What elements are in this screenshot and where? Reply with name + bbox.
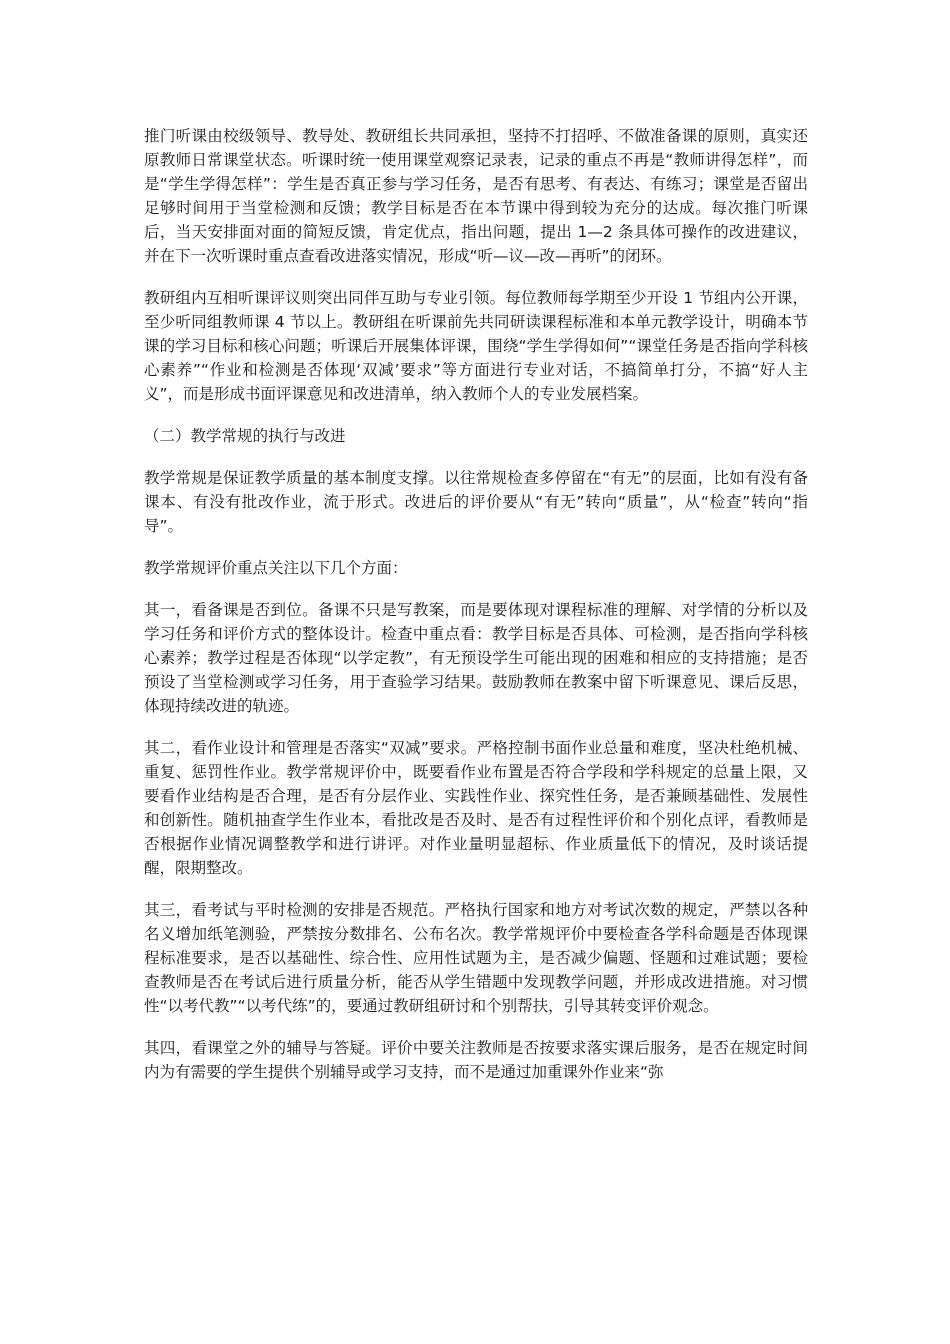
paragraph: 推门听课由校级领导、教导处、教研组长共同承担，坚持不打招呼、不做准备课的原则，真实还原教师日常课堂状态。听课时统一使用课堂观察记录表，记录的重点不再是“教师讲得怎样”，而是“学生学得怎样”：学生是否真正参与学习任务，是否有思考、有表达、有练习；课堂是否留出足够时间用于当堂检测和反馈；教学目标是否在本节课中得到较为充分的达成。每次推门听课后，当天安排面对面的简短反馈，肯定优点，指出问题，提出 1—2 条具体可操作的改进建议，并在下一次听课时重点查看改进落实情况，形成“听—议—改—再听”的闭环。 <box>144 127 808 265</box>
section-heading: （二）教学常规的执行与改进 <box>144 427 346 445</box>
paragraph: 其一，看备课是否到位。备课不只是写教案，而是要体现对课程标准的理解、对学情的分析以及学习任务和评价方式的整体设计。检查中重点看：教学目标是否具体、可检测，是否指向学科核心素养；教学过程是否体现“以学定教”，有无预设学生可能出现的困难和相应的支持措施；是否预设了当堂检测或学习任务，用于查验学习结果。鼓励教师在教案中留下听课意见、课后反思，体现持续改进的轨迹。 <box>144 601 808 715</box>
paragraph: 教研组内互相听课评议则突出同伴互助与专业引领。每位教师每学期至少开设 1 节组内公开课，至少听同组教师课 4 节以上。教研组在听课前先共同研读课程标准和本单元教学设计，明确本节课的学习目标和核心问题；听课后开展集体评课，围绕“学生学得如何”“课堂任务是否指向学科核心素养”“作业和检测是否体现‘双减’要求”等方面进行专业对话，不搞简单打分，不搞“好人主义”，而是形成书面评课意见和改进清单，纳入教师个人的专业发展档案。 <box>144 289 808 403</box>
paragraph: 其二，看作业设计和管理是否落实“双减”要求。严格控制书面作业总量和难度，坚决杜绝机械、重复、惩罚性作业。教学常规评价中，既要看作业布置是否符合学段和学科规定的总量上限，又要看作业结构是否合理，是否有分层作业、实践性作业、探究性任务，是否兼顾基础性、发展性和创新性。随机抽查学生作业本，看批改是否及时、是否有过程性评价和个别化点评，看教师是否根据作业情况调整教学和进行讲评。对作业量明显超标、作业质量低下的情况，及时谈话提醒，限期整改。 <box>144 739 808 877</box>
paragraph: 教学常规是保证教学质量的基本制度支撑。以往常规检查多停留在“有无”的层面，比如有没有备课本、有没有批改作业，流于形式。改进后的评价要从“有无”转向“质量”，从“检查”转向“指导”。 <box>144 469 808 535</box>
document-body <box>144 124 808 1102</box>
paragraph: 其三，看考试与平时检测的安排是否规范。严格执行国家和地方对考试次数的规定，严禁以各种名义增加纸笔测验，严禁按分数排名、公布名次。教学常规评价中要检查各学科命题是否体现课程标准要求，是否以基础性、综合性、应用性试题为主，是否减少偏题、怪题和过难试题；要检查教师是否在考试后进行质量分析，能否从学生错题中发现教学问题，并形成改进措施。对习惯性“以考代教”“以考代练”的，要通过教研组研讨和个别帮扶，引导其转变评价观念。 <box>144 901 808 1015</box>
paragraph: 教学常规评价重点关注以下几个方面： <box>144 559 408 577</box>
paragraph: 其四，看课堂之外的辅导与答疑。评价中要关注教师是否按要求落实课后服务，是否在规定时间内为有需要的学生提供个别辅导或学习支持，而不是通过加重课外作业来“弥 <box>144 1039 808 1081</box>
